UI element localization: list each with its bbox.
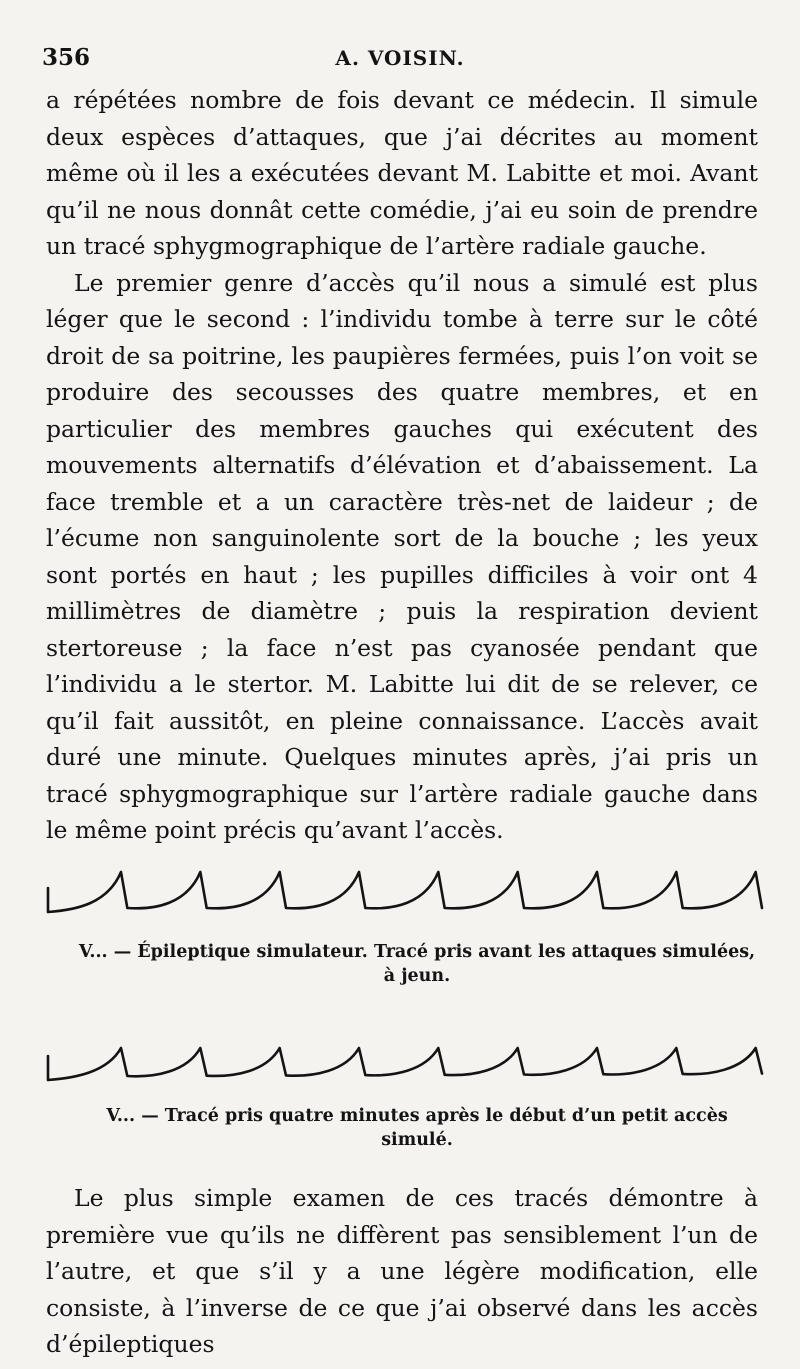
figure-caption-1: [72, 940, 762, 988]
pulse-trace-2: [40, 1030, 768, 1092]
text-block-top: [46, 82, 758, 849]
caption-text-1: Épileptique simulateur. Tracé pris avant les attaques simulées, à jeun.: [137, 942, 756, 986]
paragraph-first-attack: Le premier genre d’accès qu’il nous a simulé est plus léger que le second : l’individu tombe à terre sur le côté droit de sa poitrine, les paupières fermées, puis l’on voit se produire des secousses des quatre membres, et en particulier des membres gauches qui exécutent des mouvements alternatifs d’élévation et d’abaissement. La face tremble et a un caractère très-net de laideur ; de l’écume non sanguinolente sort de la bouche ; les yeux sont portés en haut ; les pupilles difficiles à voir ont 4 millimètres de diamètre ; puis la respiration devient stertoreuse ; la face n’est pas cyanosée pendant que l’individu a le stertor. M. Labitte lui dit de se relever, ce qu’il fait aussitôt, en pleine connaissance. L’accès avait duré une minute. Quelques minutes après, j’ai pris un tracé sphygmographique sur l’artère radiale gauche dans le même point précis qu’avant l’accès.: [46, 268, 758, 844]
paragraph-examination: Le plus simple examen de ces tracés démontre à première vue qu’ils ne diffèrent pas sensiblement l’un de l’autre, et que s’il y a une légère modification, elle consiste, à l’inverse de ce que j’ai observé dans les accès d’épileptiques: [46, 1184, 758, 1358]
running-head: [42, 44, 758, 74]
paragraph-continuation: a répétées nombre de fois devant ce médecin. Il simule deux espèces d’attaques, que j’ai décrites au moment même où il les a exécutées devant M. Labitte et moi. Avant qu’il ne nous donnât cette comédie, j’ai eu soin de prendre un tracé sphygmographique de l’artère radiale gauche.: [46, 86, 758, 260]
pulse-trace-1: [40, 862, 768, 924]
text-block-bottom: [46, 1180, 758, 1363]
caption-label-1: V... —: [78, 942, 132, 962]
sphygmograph-trace-before: [40, 862, 768, 924]
running-head-author: A. VOISIN.: [335, 46, 465, 70]
caption-text-2: Tracé pris quatre minutes après le début d’un petit accès simulé.: [164, 1106, 728, 1150]
caption-label-2: V... —: [106, 1106, 159, 1126]
sphygmograph-trace-after: [40, 1030, 768, 1092]
figure-caption-2: [72, 1104, 762, 1152]
page-number: 356: [42, 44, 91, 71]
